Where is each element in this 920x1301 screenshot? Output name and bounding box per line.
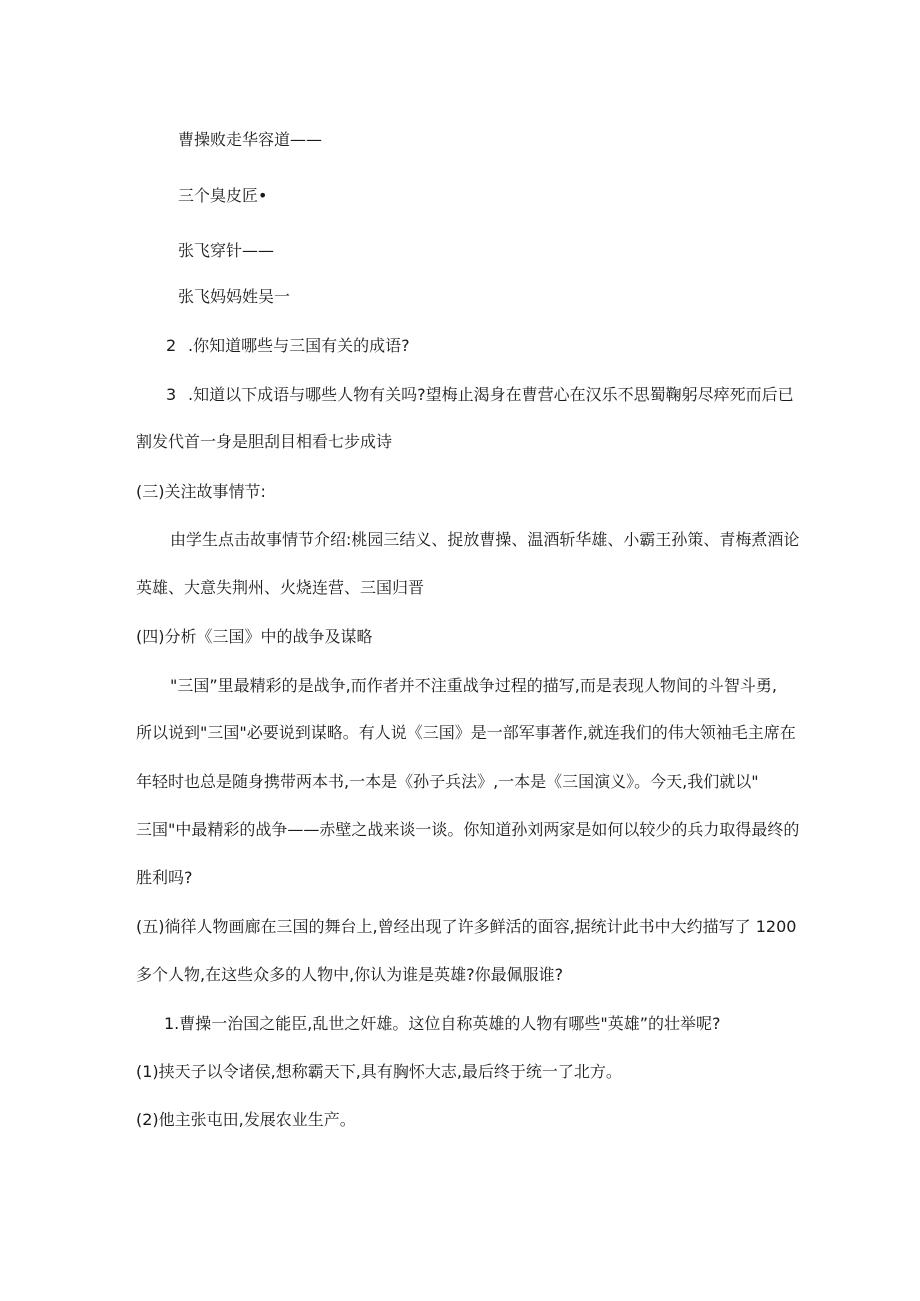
section-four-para-line: 三国"中最精彩的战争——赤壁之战来谈一谈。你知道孙刘两家是如何以较少的兵力取得最终的 bbox=[136, 820, 800, 839]
question-3 bbox=[166, 385, 794, 405]
question-text: .知道以下成语与哪些人物有关吗?望梅止渴身在曹营心在汉乐不思蜀鞠躬尽瘁死而后已 bbox=[188, 385, 794, 404]
idiom-continuation: 割发代首一身是胆刮目相看七步成诗 bbox=[136, 432, 393, 451]
section-five-sub-1: (1)挟天子以令诸侯,想称霸天下,具有胸怀大志,最后终于统一了北方。 bbox=[136, 1062, 622, 1081]
question-number: 3 bbox=[166, 385, 177, 404]
section-five-point-1: 1.曹操一治国之能臣,乱世之奸雄。这位自称英雄的人物有哪些"英雄”的壮举呢? bbox=[164, 1014, 721, 1033]
section-four-para-line: 年轻时也总是随身携带两本书,一本是《孙子兵法》,一本是《三国演义》。今天,我们就以" bbox=[136, 772, 759, 791]
riddle-mother: 张飞妈妈姓吴一 bbox=[178, 287, 291, 306]
section-four-heading: (四)分析《三国》中的战争及谋略 bbox=[136, 627, 373, 646]
section-five-line: 多个人物,在这些众多的人物中,你认为谁是英雄?你最佩服谁? bbox=[136, 965, 564, 984]
question-text: .你知道哪些与三国有关的成语? bbox=[188, 336, 410, 355]
section-three-heading: (三)关注故事情节: bbox=[136, 482, 266, 501]
question-2 bbox=[166, 336, 410, 356]
section-three-para-line: 由学生点击故事情节介绍:桃园三结义、捉放曹操、温酒斩华雄、小霸王孙策、青梅煮酒论 bbox=[170, 530, 800, 549]
section-four-para-line: "三国”里最精彩的是战争,而作者并不注重战争过程的描写,而是表现人物间的斗智斗勇, bbox=[170, 676, 777, 695]
section-four-para-line: 胜利吗? bbox=[136, 868, 193, 887]
riddle-needle: 张飞穿针—— bbox=[178, 241, 275, 260]
section-three-para-line: 英雄、大意失荆州、火烧连营、三国归晋 bbox=[136, 578, 425, 597]
section-five-sub-2: (2)他主张屯田,发展农业生产。 bbox=[136, 1110, 356, 1129]
section-five-line: (五)徜徉人物画廊在三国的舞台上,曾经出现了许多鲜活的面容,据统计此书中大约描写了 1200 bbox=[136, 917, 797, 936]
section-four-para-line: 所以说到"三国"必要说到谋略。有人说《三国》是一部军事著作,就连我们的伟大领袖毛主席在 bbox=[136, 723, 796, 742]
question-number: 2 bbox=[166, 336, 177, 355]
riddle-huarong: 曹操败走华容道—— bbox=[178, 130, 323, 149]
riddle-cobblers: 三个臭皮匠• bbox=[178, 186, 268, 205]
